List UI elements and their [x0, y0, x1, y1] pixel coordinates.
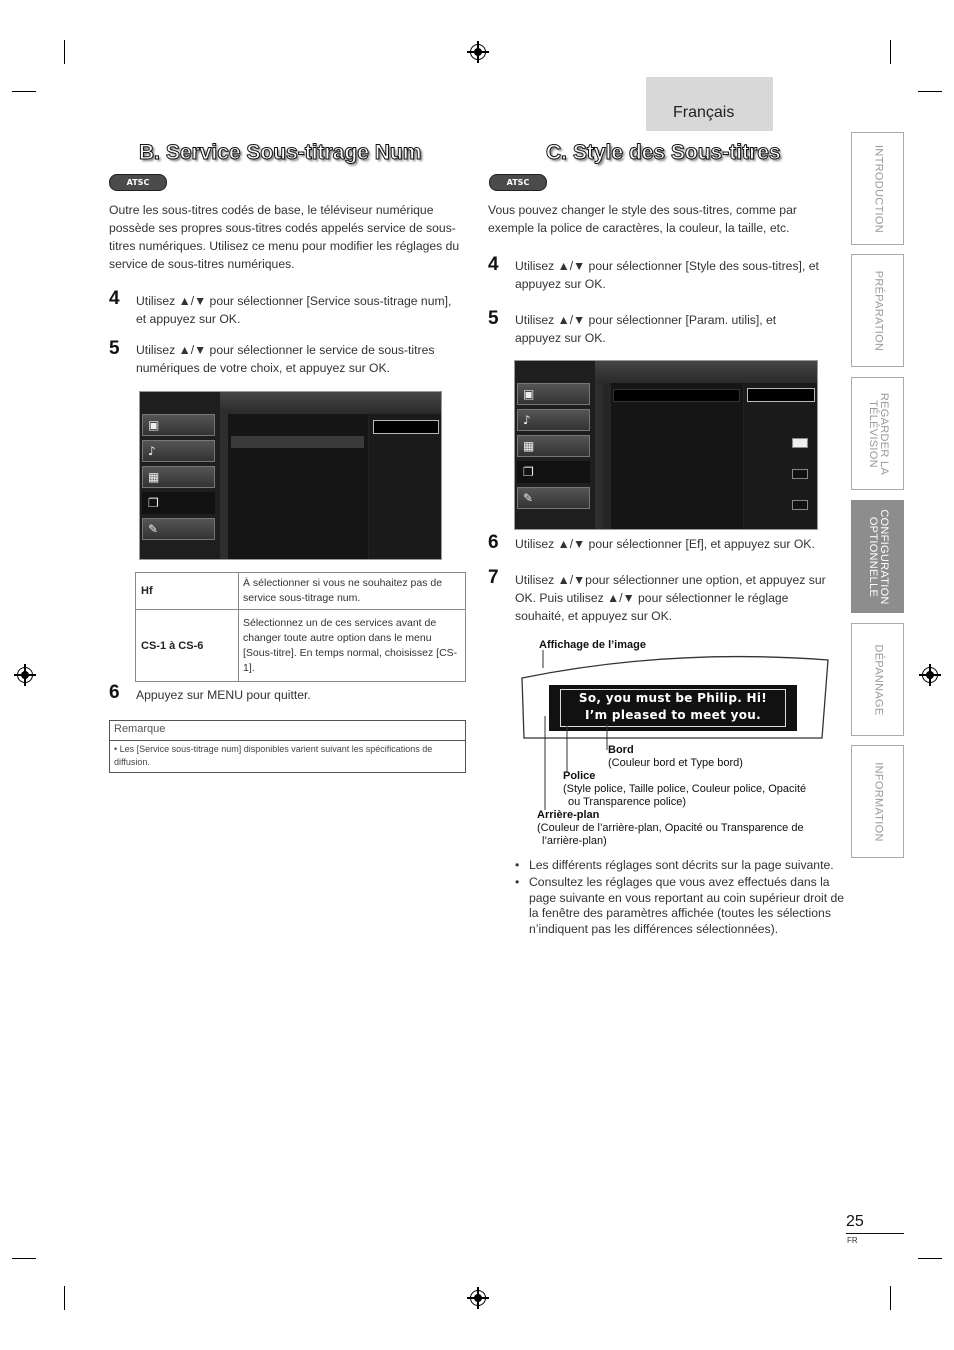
- setup-icon: ▦: [523, 439, 535, 453]
- language-tab: Français: [646, 77, 773, 131]
- tv-menu-screen: [514, 360, 818, 530]
- side-tab-introduction[interactable]: INTRODUCTION: [851, 132, 904, 245]
- options-table: [135, 572, 466, 682]
- page-number: 25: [846, 1213, 864, 1230]
- registration-mark-top: [470, 44, 486, 60]
- step-text: Appuyez sur MENU pour quitter.: [136, 688, 311, 702]
- registration-mark-left: [17, 667, 33, 683]
- step-number: 7: [488, 567, 499, 588]
- table-row: Hf À sélectionner si vous ne souhaitez pas de service sous-titrage num.: [136, 573, 466, 610]
- sound-icon: ♪: [523, 413, 531, 427]
- note-box: [109, 720, 466, 773]
- diagram-label-image: Affichage de l’image: [539, 639, 646, 651]
- step-text: Utilisez ▲/▼ pour sélectionner [Ef], et appuyez sur OK.: [515, 537, 815, 551]
- language-icon: ✎: [148, 522, 159, 536]
- side-tab-preparation[interactable]: PRÉPARATION: [851, 254, 904, 367]
- diagram-label-arriere-plan: Arrière-plan (Couleur de l’arrière-plan, Opacité ou Transparence de l’arrière-plan): [537, 809, 804, 847]
- step-number: 4: [488, 254, 499, 275]
- step-number: 6: [109, 682, 120, 703]
- picture-icon: ▣: [148, 418, 160, 432]
- note-text: • Les [Service sous-titrage num] disponibles varient suivant les spécifications de diffusion.: [114, 744, 433, 767]
- side-tab-troubleshooting[interactable]: DÉPANNAGE: [851, 623, 904, 736]
- step-number: 5: [488, 308, 499, 329]
- diagram-label-bord: Bord (Couleur bord et Type bord): [608, 744, 743, 769]
- table-row: CS-1 à CS-6 Sélectionnez un de ces services avant de changer toute autre option dans le menu [Sous-titre]. En temps normal, choisissez [CS-1].: [136, 610, 466, 682]
- tv-menu-screen: [139, 391, 442, 560]
- atsc-badge: ATSC: [489, 174, 547, 191]
- page-lang: FR: [847, 1236, 858, 1245]
- registration-mark-bottom: [470, 1290, 486, 1306]
- step-number: 5: [109, 338, 120, 359]
- step-text: Utilisez ▲/▼ pour sélectionner le service de sous-titres numériques de votre choix, et appuyez sur OK.: [136, 343, 435, 375]
- language-icon: ✎: [523, 491, 534, 505]
- note-title: Remarque: [114, 723, 166, 735]
- section-b-heading: B. Service Sous-titrage Num: [139, 141, 422, 164]
- sound-icon: ♪: [148, 444, 156, 458]
- section-c-intro: Vous pouvez changer le style des sous-titres, comme par exemple la police de caractères, la couleur, la taille, etc.: [488, 203, 797, 235]
- step-text: Utilisez ▲/▼ pour sélectionner [Style des sous-titres], et appuyez sur OK.: [515, 259, 819, 291]
- registration-mark-right: [922, 667, 938, 683]
- bullet-item: • Consultez les réglages que vous avez effectués dans la page suivante en vous reportant au coin supérieur droit de la fenêtre des paramètres affichée (toutes les sélections n’indiquent pas les différences sélectionnées).: [515, 875, 845, 936]
- section-c-heading: C. Style des Sous-titres: [546, 141, 781, 164]
- bullet-item: • Les différents réglages sont décrits sur la page suivante.: [515, 858, 834, 872]
- step-text: Utilisez ▲/▼ pour sélectionner [Service sous-titrage num], et appuyez sur OK.: [136, 294, 452, 326]
- side-tab-watching-tv[interactable]: REGARDER LA TÉLÉVISION: [851, 377, 904, 490]
- setup-icon: ▦: [148, 470, 160, 484]
- features-icon: ❐: [148, 496, 159, 510]
- step-number: 6: [488, 532, 499, 553]
- side-tab-optional-setup[interactable]: CONFIGURATION OPTIONNELLE: [851, 500, 904, 613]
- side-tab-information[interactable]: INFORMATION: [851, 745, 904, 858]
- step-text: Utilisez ▲/▼pour sélectionner une option, et appuyez sur OK. Puis utilisez ▲/▼ pour sélectionner le réglage souhaité, et appuyez sur OK.: [515, 573, 826, 623]
- step-text: Utilisez ▲/▼ pour sélectionner [Param. utilis], et appuyez sur OK.: [515, 313, 777, 345]
- caption-text: So, you must be Philip. Hi! I’m pleased to meet you.: [578, 691, 768, 722]
- atsc-badge: ATSC: [109, 174, 167, 191]
- features-icon: ❐: [523, 465, 534, 479]
- diagram-label-police: Police (Style police, Taille police, Couleur police, Opacité ou Transparence police): [563, 770, 807, 808]
- section-b-intro: Outre les sous-titres codés de base, le téléviseur numérique possède ses propres sous-titres codés appelés service de sous-titres numériques. Utilisez ce menu pour modifier les réglages du service de sous-titres numériques.: [109, 203, 460, 271]
- step-number: 4: [109, 288, 120, 309]
- picture-icon: ▣: [523, 387, 535, 401]
